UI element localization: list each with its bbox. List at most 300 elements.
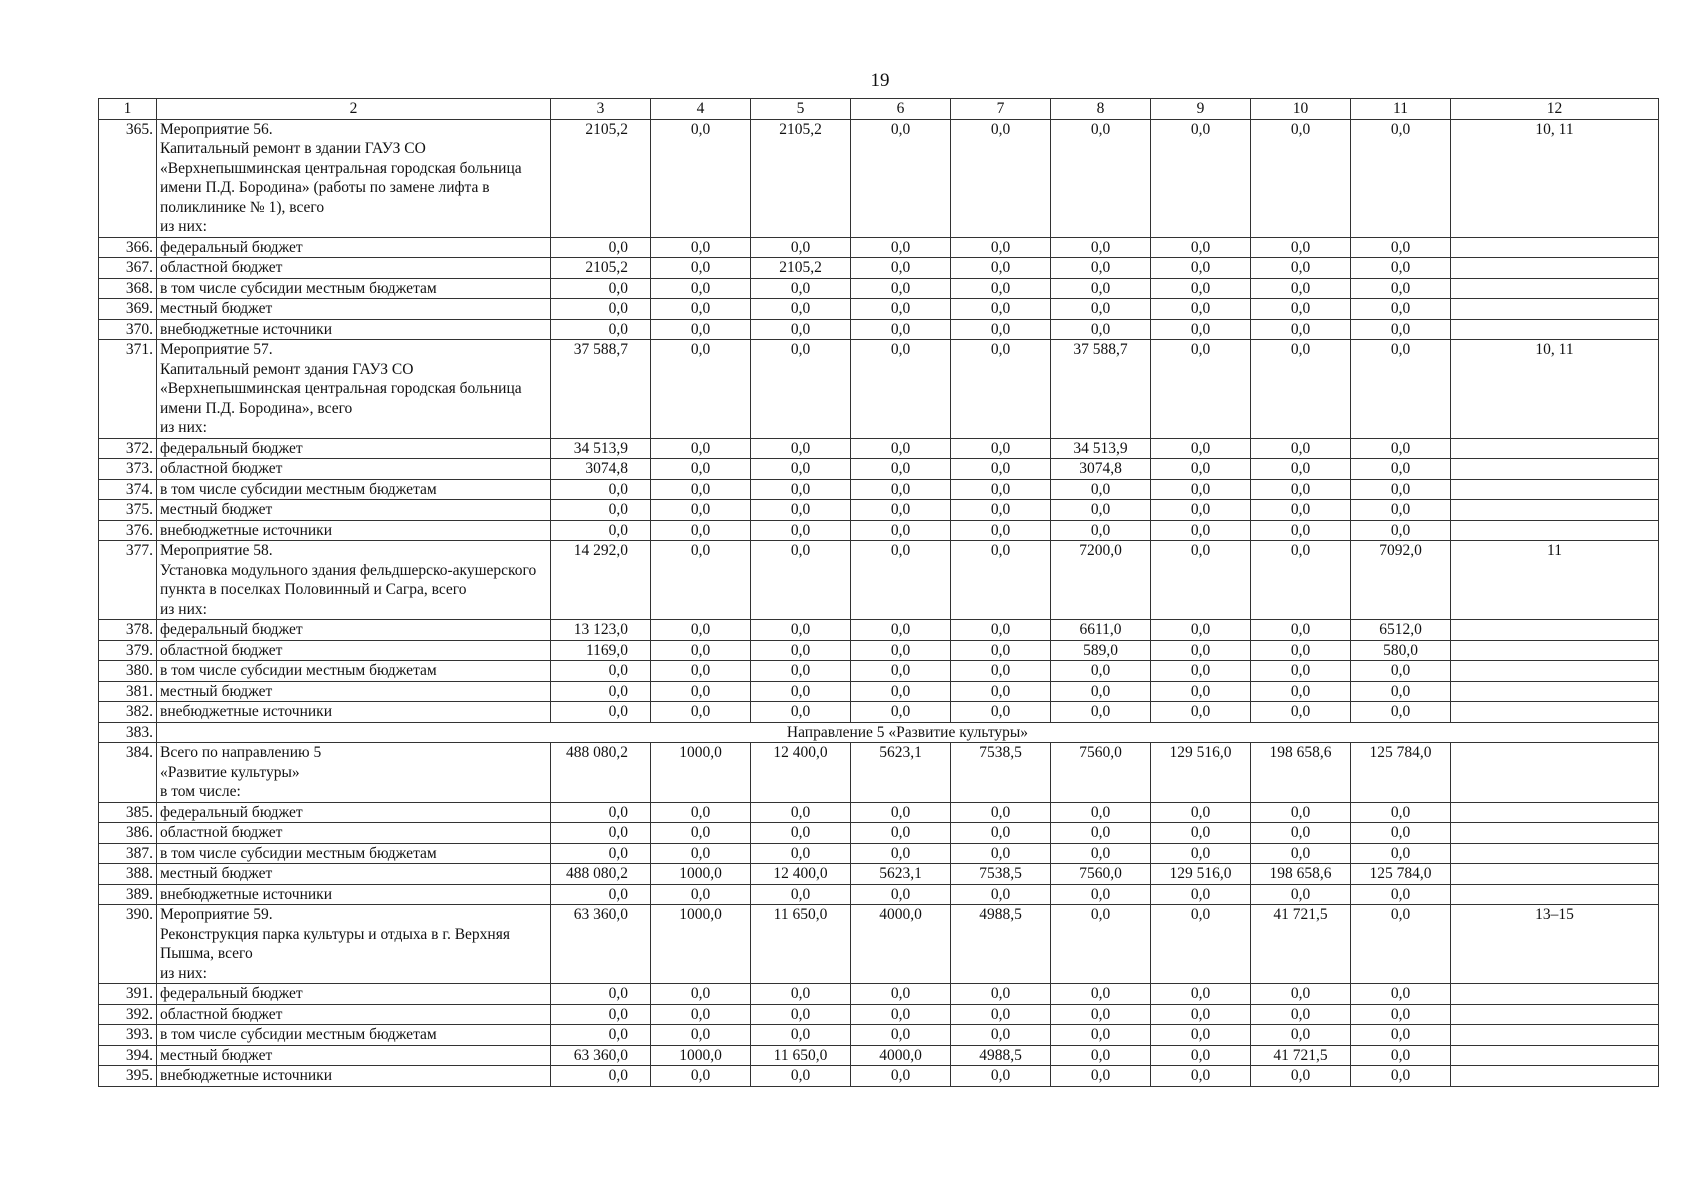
- row-label: Всего по направлению 5 «Развитие культуры» в том числе:: [157, 743, 551, 803]
- value-cell: 0,0: [951, 500, 1051, 521]
- row-number: 394.: [99, 1045, 157, 1066]
- value-cell: 0,0: [751, 299, 851, 320]
- value-cell: 0,0: [851, 237, 951, 258]
- value-cell: 37 588,7: [1051, 340, 1151, 439]
- value-cell: 0,0: [1351, 479, 1451, 500]
- value-cell: 0,0: [1351, 681, 1451, 702]
- value-cell: 0,0: [1251, 278, 1351, 299]
- value-cell: 0,0: [1251, 661, 1351, 682]
- value-cell: 0,0: [1051, 1025, 1151, 1046]
- value-cell: 0,0: [651, 319, 751, 340]
- value-cell: 0,0: [1151, 500, 1251, 521]
- value-cell: 6611,0: [1051, 620, 1151, 641]
- value-cell: 0,0: [1151, 702, 1251, 723]
- indicator-ref: [1451, 843, 1659, 864]
- value-cell: 0,0: [651, 500, 751, 521]
- indicator-ref: 10, 11: [1451, 340, 1659, 439]
- value-cell: 0,0: [951, 640, 1051, 661]
- value-cell: 0,0: [1051, 520, 1151, 541]
- value-cell: 0,0: [1351, 1066, 1451, 1087]
- column-header: 9: [1151, 99, 1251, 120]
- value-cell: 0,0: [1151, 802, 1251, 823]
- indicator-ref: 10, 11: [1451, 119, 1659, 237]
- row-number: 387.: [99, 843, 157, 864]
- row-label: Мероприятие 58. Установка модульного здания фельдшерско-акушерского пункта в поселках Половинный и Сагра, всего из них:: [157, 541, 551, 620]
- row-label: внебюджетные источники: [157, 319, 551, 340]
- value-cell: 0,0: [551, 520, 651, 541]
- value-cell: 0,0: [851, 340, 951, 439]
- indicator-ref: [1451, 1066, 1659, 1087]
- value-cell: 0,0: [1151, 520, 1251, 541]
- column-header: 6: [851, 99, 951, 120]
- value-cell: 0,0: [951, 438, 1051, 459]
- value-cell: 129 516,0: [1151, 743, 1251, 803]
- value-cell: 125 784,0: [1351, 743, 1451, 803]
- indicator-ref: [1451, 278, 1659, 299]
- value-cell: 0,0: [1151, 541, 1251, 620]
- value-cell: 0,0: [1051, 1066, 1151, 1087]
- value-cell: 0,0: [751, 278, 851, 299]
- row-number: 385.: [99, 802, 157, 823]
- table-row: [99, 661, 1659, 682]
- row-number: 369.: [99, 299, 157, 320]
- value-cell: 0,0: [1351, 984, 1451, 1005]
- table-row: [99, 905, 1659, 984]
- table-row: [99, 681, 1659, 702]
- value-cell: 0,0: [651, 541, 751, 620]
- value-cell: 0,0: [1051, 702, 1151, 723]
- row-number: 382.: [99, 702, 157, 723]
- value-cell: 13 123,0: [551, 620, 651, 641]
- value-cell: 0,0: [1251, 1025, 1351, 1046]
- value-cell: 0,0: [951, 823, 1051, 844]
- value-cell: 41 721,5: [1251, 1045, 1351, 1066]
- value-cell: 0,0: [1151, 843, 1251, 864]
- value-cell: 0,0: [651, 843, 751, 864]
- value-cell: 0,0: [751, 1004, 851, 1025]
- row-label: федеральный бюджет: [157, 438, 551, 459]
- value-cell: 0,0: [1251, 258, 1351, 279]
- value-cell: 0,0: [951, 299, 1051, 320]
- indicator-ref: [1451, 237, 1659, 258]
- value-cell: 3074,8: [551, 459, 651, 480]
- value-cell: 2105,2: [551, 119, 651, 237]
- indicator-ref: [1451, 1025, 1659, 1046]
- indicator-ref: [1451, 681, 1659, 702]
- value-cell: 0,0: [1251, 541, 1351, 620]
- row-number: 376.: [99, 520, 157, 541]
- row-label: внебюджетные источники: [157, 702, 551, 723]
- indicator-ref: [1451, 1045, 1659, 1066]
- value-cell: 0,0: [751, 520, 851, 541]
- table-row: [99, 541, 1659, 620]
- value-cell: 0,0: [651, 459, 751, 480]
- row-number: 388.: [99, 864, 157, 885]
- value-cell: 0,0: [1251, 119, 1351, 237]
- value-cell: 1000,0: [651, 743, 751, 803]
- row-number: 381.: [99, 681, 157, 702]
- value-cell: 0,0: [651, 823, 751, 844]
- value-cell: 0,0: [751, 823, 851, 844]
- value-cell: 0,0: [951, 278, 1051, 299]
- value-cell: 0,0: [1251, 520, 1351, 541]
- value-cell: 580,0: [1351, 640, 1451, 661]
- value-cell: 4000,0: [851, 905, 951, 984]
- value-cell: 488 080,2: [551, 864, 651, 885]
- indicator-ref: [1451, 438, 1659, 459]
- value-cell: 0,0: [1351, 340, 1451, 439]
- value-cell: 0,0: [1051, 258, 1151, 279]
- indicator-ref: [1451, 319, 1659, 340]
- value-cell: 198 658,6: [1251, 864, 1351, 885]
- table-body: [99, 99, 1659, 1087]
- row-number: 372.: [99, 438, 157, 459]
- table-row: [99, 319, 1659, 340]
- section-title: Направление 5 «Развитие культуры»: [157, 722, 1659, 743]
- value-cell: 488 080,2: [551, 743, 651, 803]
- value-cell: 0,0: [551, 500, 651, 521]
- value-cell: 0,0: [551, 278, 651, 299]
- row-label: областной бюджет: [157, 459, 551, 480]
- value-cell: 2105,2: [551, 258, 651, 279]
- value-cell: 0,0: [851, 1066, 951, 1087]
- value-cell: 0,0: [851, 843, 951, 864]
- value-cell: 0,0: [951, 702, 1051, 723]
- value-cell: 0,0: [1151, 681, 1251, 702]
- value-cell: 0,0: [1251, 438, 1351, 459]
- row-label: внебюджетные источники: [157, 884, 551, 905]
- value-cell: 0,0: [1351, 1004, 1451, 1025]
- row-number: 389.: [99, 884, 157, 905]
- value-cell: 0,0: [1251, 640, 1351, 661]
- value-cell: 0,0: [951, 681, 1051, 702]
- value-cell: 0,0: [751, 802, 851, 823]
- value-cell: 0,0: [1351, 1045, 1451, 1066]
- value-cell: 0,0: [751, 237, 851, 258]
- row-number: 374.: [99, 479, 157, 500]
- value-cell: 0,0: [551, 681, 651, 702]
- value-cell: 0,0: [1051, 1045, 1151, 1066]
- value-cell: 0,0: [551, 299, 651, 320]
- value-cell: 0,0: [1351, 119, 1451, 237]
- indicator-ref: [1451, 864, 1659, 885]
- value-cell: 0,0: [1251, 500, 1351, 521]
- value-cell: 6512,0: [1351, 620, 1451, 641]
- value-cell: 0,0: [751, 681, 851, 702]
- row-label: областной бюджет: [157, 258, 551, 279]
- value-cell: 0,0: [1251, 843, 1351, 864]
- row-number: 368.: [99, 278, 157, 299]
- value-cell: 12 400,0: [751, 743, 851, 803]
- table-row: [99, 299, 1659, 320]
- value-cell: 0,0: [851, 278, 951, 299]
- value-cell: 0,0: [551, 823, 651, 844]
- value-cell: 0,0: [651, 237, 751, 258]
- table-row: [99, 1025, 1659, 1046]
- value-cell: 7560,0: [1051, 864, 1151, 885]
- value-cell: 0,0: [1251, 802, 1351, 823]
- header-row: [99, 99, 1659, 120]
- table-row: [99, 278, 1659, 299]
- value-cell: 0,0: [1251, 984, 1351, 1005]
- value-cell: 0,0: [1151, 1045, 1251, 1066]
- row-number: 392.: [99, 1004, 157, 1025]
- value-cell: 0,0: [1251, 884, 1351, 905]
- column-header: 7: [951, 99, 1051, 120]
- table-row: [99, 620, 1659, 641]
- row-label: Мероприятие 56. Капитальный ремонт в здании ГАУЗ СО «Верхнепышминская центральная городская больница имени П.Д. Бородина» (работы по замене лифта в поликлинике № 1), всего из них:: [157, 119, 551, 237]
- value-cell: 0,0: [951, 843, 1051, 864]
- value-cell: 0,0: [651, 438, 751, 459]
- row-label: федеральный бюджет: [157, 802, 551, 823]
- table-row: [99, 802, 1659, 823]
- value-cell: 0,0: [551, 479, 651, 500]
- row-label: федеральный бюджет: [157, 237, 551, 258]
- row-number: 375.: [99, 500, 157, 521]
- value-cell: 0,0: [851, 459, 951, 480]
- value-cell: 0,0: [1151, 640, 1251, 661]
- value-cell: 0,0: [551, 802, 651, 823]
- value-cell: 0,0: [751, 984, 851, 1005]
- row-label: федеральный бюджет: [157, 620, 551, 641]
- value-cell: 0,0: [651, 278, 751, 299]
- value-cell: 4988,5: [951, 905, 1051, 984]
- value-cell: 0,0: [551, 884, 651, 905]
- row-number: 384.: [99, 743, 157, 803]
- value-cell: 0,0: [1351, 319, 1451, 340]
- value-cell: 0,0: [1151, 459, 1251, 480]
- value-cell: 0,0: [1351, 278, 1451, 299]
- value-cell: 63 360,0: [551, 905, 651, 984]
- value-cell: 7538,5: [951, 864, 1051, 885]
- row-label: областной бюджет: [157, 640, 551, 661]
- row-number: 370.: [99, 319, 157, 340]
- row-label: областной бюджет: [157, 1004, 551, 1025]
- row-label: Мероприятие 59. Реконструкция парка культуры и отдыха в г. Верхняя Пышма, всего из них:: [157, 905, 551, 984]
- value-cell: 0,0: [1251, 702, 1351, 723]
- value-cell: 0,0: [851, 702, 951, 723]
- value-cell: 0,0: [1051, 479, 1151, 500]
- column-header: 1: [99, 99, 157, 120]
- value-cell: 4000,0: [851, 1045, 951, 1066]
- value-cell: 0,0: [1151, 1066, 1251, 1087]
- value-cell: 0,0: [951, 479, 1051, 500]
- column-header: 3: [551, 99, 651, 120]
- value-cell: 0,0: [1251, 620, 1351, 641]
- value-cell: 63 360,0: [551, 1045, 651, 1066]
- value-cell: 0,0: [751, 661, 851, 682]
- value-cell: 0,0: [551, 984, 651, 1005]
- value-cell: 0,0: [851, 1025, 951, 1046]
- value-cell: 0,0: [851, 984, 951, 1005]
- value-cell: 0,0: [551, 319, 651, 340]
- value-cell: 0,0: [1051, 843, 1151, 864]
- table-row: [99, 1066, 1659, 1087]
- value-cell: 0,0: [951, 520, 1051, 541]
- value-cell: 0,0: [751, 640, 851, 661]
- value-cell: 7092,0: [1351, 541, 1451, 620]
- value-cell: 0,0: [1251, 681, 1351, 702]
- value-cell: 0,0: [951, 459, 1051, 480]
- value-cell: 0,0: [1151, 661, 1251, 682]
- value-cell: 0,0: [651, 620, 751, 641]
- value-cell: 37 588,7: [551, 340, 651, 439]
- value-cell: 0,0: [651, 1066, 751, 1087]
- row-number: 379.: [99, 640, 157, 661]
- table-row: [99, 520, 1659, 541]
- table-row: [99, 237, 1659, 258]
- value-cell: 0,0: [751, 459, 851, 480]
- value-cell: 0,0: [851, 661, 951, 682]
- row-number: 365.: [99, 119, 157, 237]
- row-label: местный бюджет: [157, 1045, 551, 1066]
- value-cell: 0,0: [651, 702, 751, 723]
- value-cell: 0,0: [1251, 237, 1351, 258]
- value-cell: 0,0: [1251, 340, 1351, 439]
- table-row: [99, 119, 1659, 237]
- value-cell: 0,0: [651, 984, 751, 1005]
- value-cell: 0,0: [1051, 237, 1151, 258]
- value-cell: 0,0: [1351, 905, 1451, 984]
- indicator-ref: [1451, 500, 1659, 521]
- value-cell: 0,0: [851, 802, 951, 823]
- column-header: 10: [1251, 99, 1351, 120]
- value-cell: 0,0: [951, 802, 1051, 823]
- row-label: внебюджетные источники: [157, 520, 551, 541]
- value-cell: 0,0: [1151, 319, 1251, 340]
- value-cell: 7200,0: [1051, 541, 1151, 620]
- value-cell: 589,0: [1051, 640, 1151, 661]
- value-cell: 125 784,0: [1351, 864, 1451, 885]
- value-cell: 0,0: [751, 884, 851, 905]
- value-cell: 0,0: [1051, 681, 1151, 702]
- table-row: [99, 984, 1659, 1005]
- value-cell: 0,0: [1251, 319, 1351, 340]
- row-number: 373.: [99, 459, 157, 480]
- value-cell: 5623,1: [851, 864, 951, 885]
- row-label: в том числе субсидии местным бюджетам: [157, 479, 551, 500]
- value-cell: 0,0: [751, 1025, 851, 1046]
- value-cell: 0,0: [551, 702, 651, 723]
- value-cell: 0,0: [851, 620, 951, 641]
- row-number: 393.: [99, 1025, 157, 1046]
- value-cell: 0,0: [851, 500, 951, 521]
- value-cell: 34 513,9: [551, 438, 651, 459]
- value-cell: 0,0: [751, 479, 851, 500]
- value-cell: 0,0: [651, 340, 751, 439]
- value-cell: 0,0: [951, 661, 1051, 682]
- budget-table: [98, 98, 1659, 1087]
- value-cell: 0,0: [551, 237, 651, 258]
- value-cell: 0,0: [1351, 459, 1451, 480]
- row-label: Мероприятие 57. Капитальный ремонт здания ГАУЗ СО «Верхнепышминская центральная городская больница имени П.Д. Бородина», всего из них:: [157, 340, 551, 439]
- value-cell: 1000,0: [651, 1045, 751, 1066]
- value-cell: 0,0: [751, 1066, 851, 1087]
- value-cell: 0,0: [751, 500, 851, 521]
- value-cell: 0,0: [1351, 843, 1451, 864]
- indicator-ref: [1451, 823, 1659, 844]
- value-cell: 0,0: [551, 1066, 651, 1087]
- table-row: [99, 1004, 1659, 1025]
- value-cell: 0,0: [651, 802, 751, 823]
- value-cell: 0,0: [1251, 299, 1351, 320]
- value-cell: 0,0: [851, 1004, 951, 1025]
- value-cell: 0,0: [651, 258, 751, 279]
- value-cell: 0,0: [1251, 823, 1351, 844]
- value-cell: 1000,0: [651, 864, 751, 885]
- value-cell: 0,0: [951, 541, 1051, 620]
- value-cell: 0,0: [1151, 237, 1251, 258]
- row-label: в том числе субсидии местным бюджетам: [157, 661, 551, 682]
- value-cell: 14 292,0: [551, 541, 651, 620]
- value-cell: 129 516,0: [1151, 864, 1251, 885]
- value-cell: 0,0: [1351, 661, 1451, 682]
- value-cell: 11 650,0: [751, 1045, 851, 1066]
- value-cell: 0,0: [1351, 500, 1451, 521]
- value-cell: 0,0: [1151, 1025, 1251, 1046]
- value-cell: 0,0: [751, 843, 851, 864]
- row-label: внебюджетные источники: [157, 1066, 551, 1087]
- indicator-ref: [1451, 479, 1659, 500]
- value-cell: 0,0: [1151, 620, 1251, 641]
- value-cell: 0,0: [651, 119, 751, 237]
- value-cell: 0,0: [651, 1025, 751, 1046]
- value-cell: 0,0: [1351, 520, 1451, 541]
- value-cell: 0,0: [651, 884, 751, 905]
- row-label: местный бюджет: [157, 864, 551, 885]
- value-cell: 0,0: [851, 438, 951, 459]
- table-row: [99, 340, 1659, 439]
- value-cell: 0,0: [1351, 299, 1451, 320]
- value-cell: 0,0: [851, 479, 951, 500]
- value-cell: 0,0: [851, 681, 951, 702]
- row-number: 366.: [99, 237, 157, 258]
- value-cell: 0,0: [951, 1066, 1051, 1087]
- value-cell: 0,0: [751, 620, 851, 641]
- indicator-ref: [1451, 640, 1659, 661]
- table-row: [99, 459, 1659, 480]
- indicator-ref: [1451, 299, 1659, 320]
- value-cell: 3074,8: [1051, 459, 1151, 480]
- value-cell: 0,0: [951, 1025, 1051, 1046]
- indicator-ref: [1451, 258, 1659, 279]
- row-number: 383.: [99, 722, 157, 743]
- column-header: 5: [751, 99, 851, 120]
- value-cell: 0,0: [951, 258, 1051, 279]
- value-cell: 0,0: [1051, 299, 1151, 320]
- table-row: [99, 884, 1659, 905]
- value-cell: 11 650,0: [751, 905, 851, 984]
- indicator-ref: [1451, 984, 1659, 1005]
- value-cell: 0,0: [951, 620, 1051, 641]
- indicator-ref: [1451, 884, 1659, 905]
- table-row: [99, 640, 1659, 661]
- value-cell: 0,0: [651, 681, 751, 702]
- value-cell: 0,0: [1351, 884, 1451, 905]
- value-cell: 0,0: [751, 541, 851, 620]
- value-cell: 0,0: [1151, 119, 1251, 237]
- value-cell: 0,0: [1151, 258, 1251, 279]
- value-cell: 0,0: [951, 984, 1051, 1005]
- value-cell: 0,0: [851, 541, 951, 620]
- value-cell: 0,0: [751, 438, 851, 459]
- value-cell: 0,0: [1151, 479, 1251, 500]
- value-cell: 0,0: [551, 1004, 651, 1025]
- value-cell: 0,0: [1051, 278, 1151, 299]
- value-cell: 0,0: [1151, 984, 1251, 1005]
- table-row: [99, 864, 1659, 885]
- table-row: [99, 843, 1659, 864]
